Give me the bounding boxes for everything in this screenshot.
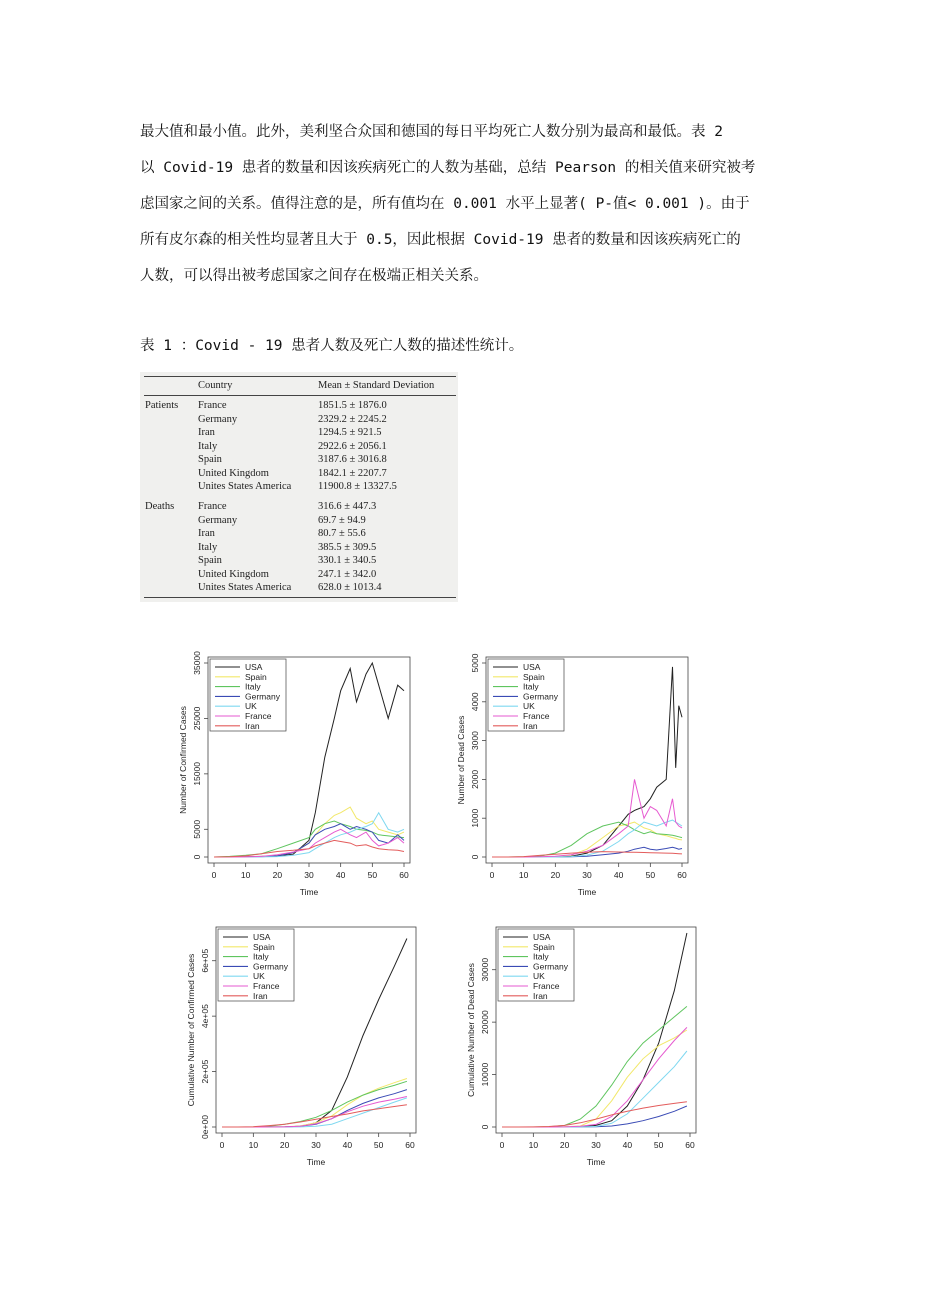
table-cell-country: Unites States America	[198, 481, 292, 492]
y-tick-label: 0	[192, 854, 202, 860]
chart-3	[186, 927, 416, 1167]
table-cell-country: Iran	[198, 427, 215, 438]
descriptive-statistics-table	[140, 372, 458, 602]
table-bottom-rule	[144, 597, 456, 598]
legend-label: France	[533, 981, 560, 991]
group-label-patients: Patients	[145, 400, 179, 411]
x-tick-label: 0	[211, 870, 217, 880]
x-tick-label: 30	[311, 1140, 321, 1150]
table-cell-value: 3187.6 ± 3016.8	[318, 454, 387, 465]
table-cell-country: France	[198, 501, 227, 512]
series-line-france	[492, 779, 682, 857]
y-axis-label: Number of Confirmed Cases	[178, 706, 188, 814]
legend-label: Germany	[245, 691, 280, 702]
table-caption: 表 1 ：Covid - 19 患者人数及死亡人数的描述性统计。	[140, 338, 524, 354]
table-cell-value: 69.7 ± 94.9	[318, 514, 366, 526]
table-header-country: Country	[198, 380, 233, 391]
table-cell-country: Germany	[198, 514, 238, 526]
x-tick-label: 40	[342, 1140, 353, 1150]
x-tick-label: 60	[685, 1140, 695, 1150]
table-cell-country: United Kingdom	[198, 467, 269, 479]
y-tick-label: 0e+00	[200, 1115, 210, 1139]
y-tick-label: 2e+05	[200, 1059, 210, 1084]
x-tick-label: 50	[367, 870, 378, 880]
x-tick-label: 50	[653, 1140, 664, 1150]
table-cell-country: Iran	[198, 528, 215, 539]
x-tick-label: 20	[559, 1140, 570, 1150]
x-tick-label: 20	[279, 1140, 290, 1150]
paragraph-line: 人数，可以得出被考虑国家之间存在极端正相关关系。	[140, 268, 488, 284]
y-tick-label: 6e+05	[200, 948, 210, 973]
table-cell-country: France	[198, 400, 227, 411]
series-line-italy	[492, 822, 682, 857]
legend-label: France	[523, 711, 550, 721]
legend-label: Spain	[533, 941, 555, 952]
legend-label: Iran	[245, 720, 260, 731]
series-line-uk	[502, 1051, 687, 1127]
table-cell-value: 2329.2 ± 2245.2	[318, 413, 387, 425]
legend-label: Italy	[253, 951, 269, 962]
x-axis-label: Time	[306, 1157, 326, 1167]
chart-2	[456, 653, 688, 897]
x-tick-label: 60	[399, 870, 409, 880]
series-line-italy	[502, 1006, 687, 1127]
legend-label: Iran	[253, 990, 268, 1001]
table-cell-country: Germany	[198, 413, 238, 425]
table-cell-value: 1842.1 ± 2207.7	[318, 467, 387, 479]
y-tick-label: 20000	[480, 1010, 490, 1034]
paragraph-line: 所有皮尔森的相关性均显著且大于 0.5，因此根据 Covid-19 患者的数量和因该疾病死亡的	[140, 232, 741, 248]
table-cell-country: Spain	[198, 555, 222, 566]
legend-label: UK	[533, 971, 545, 982]
legend-label: France	[245, 711, 272, 721]
x-tick-label: 50	[373, 1140, 384, 1150]
charts-canvas	[140, 645, 734, 1180]
table-cell-country: Italy	[198, 440, 218, 452]
table-cell-value: 316.6 ± 447.3	[318, 501, 377, 512]
y-tick-label: 3000	[470, 731, 480, 751]
covid-charts-figure	[140, 645, 734, 1180]
legend-label: UK	[523, 701, 535, 712]
table-cell-value: 1851.5 ± 1876.0	[318, 400, 387, 411]
legend-label: Spain	[245, 671, 267, 682]
legend-label: Italy	[533, 951, 549, 962]
legend-label: Spain	[253, 941, 275, 952]
table-cell-value: 330.1 ± 340.5	[318, 555, 377, 566]
x-axis-label: Time	[577, 887, 597, 897]
legend-label: Germany	[523, 691, 558, 702]
series-line-iran	[502, 1102, 687, 1127]
y-tick-label: 30000	[480, 957, 490, 982]
x-tick-label: 40	[622, 1140, 633, 1150]
x-tick-label: 60	[405, 1140, 415, 1150]
legend-label: USA	[533, 932, 551, 942]
x-tick-label: 10	[248, 1140, 259, 1150]
chart-1	[178, 651, 410, 897]
y-tick-label: 5000	[470, 653, 480, 673]
x-tick-label: 10	[528, 1140, 539, 1150]
table-cell-country: Spain	[198, 454, 222, 465]
x-tick-label: 40	[613, 870, 624, 880]
x-tick-label: 20	[550, 870, 561, 880]
x-tick-label: 0	[489, 870, 495, 880]
table-cell-country: Italy	[198, 541, 218, 553]
table-cell-country: Unites States America	[198, 582, 292, 593]
legend-label: Germany	[533, 961, 568, 972]
y-tick-label: 4000	[470, 692, 480, 712]
x-tick-label: 60	[677, 870, 687, 880]
paragraph-line: 最大值和最小值。此外，美利坚合众国和德国的每日平均死亡人数分别为最高和最低。表 2	[140, 124, 723, 140]
legend-label: Italy	[523, 681, 539, 692]
legend-label: USA	[245, 662, 263, 672]
x-tick-label: 0	[219, 1140, 225, 1150]
y-tick-label: 4e+05	[200, 1004, 210, 1029]
y-tick-label: 10000	[480, 1062, 490, 1087]
table-cell-country: United Kingdom	[198, 568, 269, 580]
y-tick-label: 0	[470, 854, 480, 860]
x-tick-label: 0	[499, 1140, 505, 1150]
table-top-rule	[144, 376, 456, 377]
table-cell-value: 385.5 ± 309.5	[318, 541, 377, 553]
y-tick-label: 5000	[192, 819, 202, 839]
x-tick-label: 20	[272, 870, 283, 880]
legend-label: France	[253, 981, 280, 991]
series-line-spain	[214, 807, 404, 857]
table-cell-value: 80.7 ± 55.6	[318, 528, 366, 539]
y-tick-label: 0	[480, 1124, 490, 1130]
x-axis-label: Time	[586, 1157, 606, 1167]
legend-label: UK	[253, 971, 265, 982]
x-axis-label: Time	[299, 887, 319, 897]
x-tick-label: 10	[240, 870, 251, 880]
legend-label: Iran	[533, 990, 548, 1001]
table-cell-value: 11900.8 ± 13327.5	[318, 481, 397, 492]
y-axis-label: Cumulative Number of Dead Cases	[466, 963, 476, 1097]
y-axis-label: Number of Dead Cases	[456, 715, 466, 805]
series-line-france	[222, 1097, 407, 1128]
table-cell-value: 628.0 ± 1013.4	[318, 582, 382, 593]
paragraph-line: 虑国家之间的关系。值得注意的是，所有值均在 0.001 水平上显著( P-值< 0.001 )。由于	[140, 196, 750, 212]
y-tick-label: 1000	[470, 808, 480, 828]
legend-label: Iran	[523, 720, 538, 731]
series-line-spain	[492, 822, 682, 857]
x-tick-label: 30	[582, 870, 592, 880]
legend-label: Italy	[245, 681, 261, 692]
table-cell-value: 1294.5 ± 921.5	[318, 427, 382, 438]
x-tick-label: 30	[304, 870, 314, 880]
legend-label: UK	[245, 701, 257, 712]
legend-label: USA	[523, 662, 541, 672]
table-cell-value: 247.1 ± 342.0	[318, 568, 377, 580]
series-line-spain	[502, 1030, 687, 1127]
paragraph-line: 以 Covid-19 患者的数量和因该疾病死亡的人数为基础，总结 Pearson 的相关值来研究被考	[140, 160, 756, 176]
body-paragraph	[140, 114, 790, 294]
x-tick-label: 50	[645, 870, 656, 880]
group-label-deaths: Deaths	[145, 501, 175, 512]
y-tick-label: 35000	[192, 651, 202, 675]
legend-label: Spain	[523, 671, 545, 682]
x-tick-label: 30	[591, 1140, 601, 1150]
series-line-uk	[214, 813, 404, 857]
chart-4	[466, 927, 696, 1167]
x-tick-label: 40	[335, 870, 346, 880]
y-tick-label: 15000	[192, 762, 202, 786]
x-tick-label: 10	[518, 870, 529, 880]
y-tick-label: 2000	[470, 769, 480, 789]
y-axis-label: Cumulative Number of Confirmed Cases	[186, 953, 196, 1107]
legend-label: USA	[253, 932, 271, 942]
table-cell-value: 2922.6 ± 2056.1	[318, 440, 387, 452]
series-line-germany	[502, 1106, 687, 1127]
table-header-mean-sd: Mean ± Standard Deviation	[318, 380, 435, 391]
y-tick-label: 25000	[192, 706, 202, 731]
table-header-rule	[144, 395, 456, 396]
legend-label: Germany	[253, 961, 288, 972]
